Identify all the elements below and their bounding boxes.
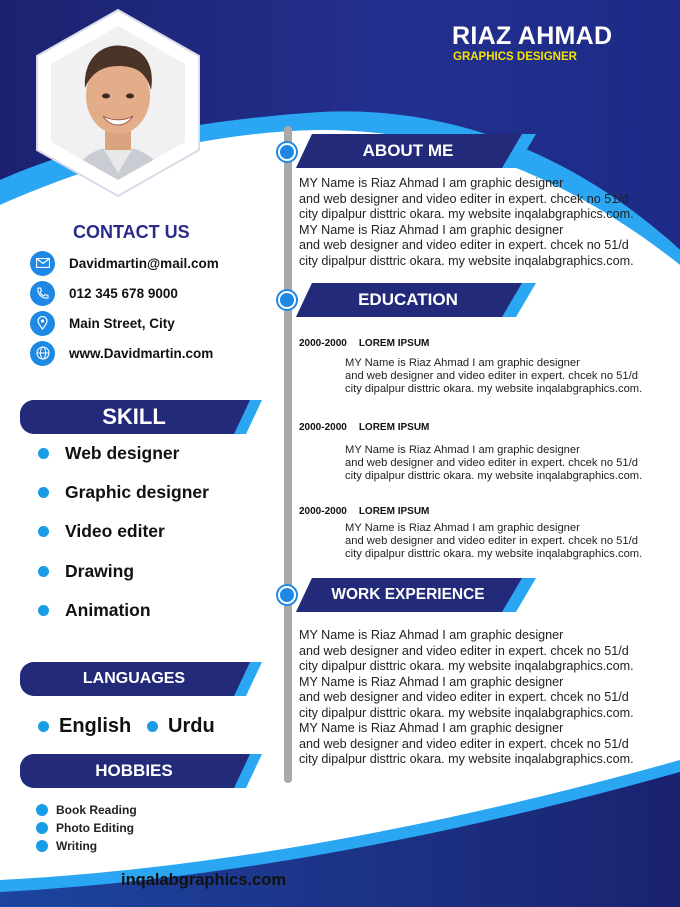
education-entry-heading: 2000-2000 LOREM IPSUM — [299, 506, 430, 517]
education-banner — [296, 283, 536, 317]
language-item: Urdu — [147, 713, 215, 739]
skill-item: Video editer — [38, 520, 165, 542]
education-entry-heading: 2000-2000 LOREM IPSUM — [299, 422, 430, 433]
skill-heading: SKILL — [102, 404, 166, 429]
languages-banner — [20, 662, 262, 696]
timeline-node — [278, 143, 296, 161]
contact-email-text[interactable]: Davidmartin@mail.com — [69, 255, 219, 271]
about-heading: ABOUT ME — [362, 141, 454, 160]
contact-phone-text: 012 345 678 9000 — [69, 285, 178, 301]
education-entry-text: MY Name is Riaz Ahmad I am graphic designer and web designer and video editer in expert. chcek no 51/d city dipalpur disttric okara. my website inqalabgraphics.com. — [345, 444, 643, 483]
hobby-item: Writing — [36, 838, 97, 854]
timeline-line — [284, 126, 292, 783]
skill-item: Graphic designer — [38, 481, 209, 503]
work-text: MY Name is Riaz Ahmad I am graphic designer and web designer and video editer in expert. chcek no 51/d city dipalpur disttric okara. my website inqalabgraphics.com. MY Name is Riaz Ahmad I am graphic designer and web designer and video editer in expert. chcek no 51/d city dipalpur disttric okara. my website inqalabgraphics.com. MY Name is Riaz Ahmad I am graphic designer and web designer and video editer in expert. chcek no 51/d city dipalpur disttric okara. my website inqalabgraphics.com. — [299, 628, 634, 766]
name-heading: RIAZ AHMAD — [452, 22, 613, 50]
skill-item: Drawing — [38, 560, 134, 582]
contact-heading: CONTACT US — [73, 222, 190, 242]
work-heading: WORK EXPERIENCE — [331, 586, 485, 603]
footer-website[interactable]: inqalabgraphics.com — [121, 871, 287, 889]
pencil-icon — [36, 840, 48, 852]
timeline-node — [278, 291, 296, 309]
education-heading: EDUCATION — [358, 290, 458, 309]
skill-item: Animation — [38, 599, 151, 621]
about-banner — [296, 134, 536, 168]
profile-photo — [33, 8, 203, 198]
education-entry-heading: 2000-2000 LOREM IPSUM — [299, 338, 430, 349]
contact-phone — [30, 280, 280, 306]
contact-address — [30, 310, 280, 336]
education-entry-text: MY Name is Riaz Ahmad I am graphic designer and web designer and video editer in expert. chcek no 51/d city dipalpur disttric okara. my website inqalabgraphics.com. — [345, 357, 643, 396]
work-banner — [296, 578, 536, 612]
skill-item: Web designer — [38, 442, 179, 464]
role-subtitle: GRAPHICS DESIGNER — [453, 51, 577, 63]
contact-email — [30, 250, 280, 276]
contact-address-text: Main Street, City — [69, 315, 175, 331]
globe-icon — [30, 341, 55, 366]
hobby-item: Photo Editing — [36, 820, 134, 836]
about-text: MY Name is Riaz Ahmad I am graphic designer and web designer and video editer in expert. chcek no 51/d city dipalpur disttric okara. my website inqalabgraphics.com. MY Name is Riaz Ahmad I am graphic designer and web designer and video editer in expert. chcek no 51/d city dipalpur disttric okara. my website inqalabgraphics.com. — [299, 176, 634, 268]
hobbies-heading: HOBBIES — [95, 761, 173, 780]
contact-website-text[interactable]: www.Davidmartin.com — [69, 345, 214, 361]
timeline-node — [278, 586, 296, 604]
contact-website — [30, 340, 280, 366]
language-item: English — [38, 713, 131, 739]
hobby-item: Book Reading — [36, 802, 137, 818]
skill-banner — [20, 400, 262, 434]
mail-icon — [30, 251, 55, 276]
hobbies-banner — [20, 754, 262, 788]
book-icon — [36, 804, 48, 816]
location-icon — [30, 311, 55, 336]
education-entry-text: MY Name is Riaz Ahmad I am graphic designer and web designer and video editer in expert. chcek no 51/d city dipalpur disttric okara. my website inqalabgraphics.com. — [345, 522, 643, 561]
camera-icon — [36, 822, 48, 834]
languages-heading: LANGUAGES — [82, 670, 186, 687]
phone-icon — [30, 281, 55, 306]
